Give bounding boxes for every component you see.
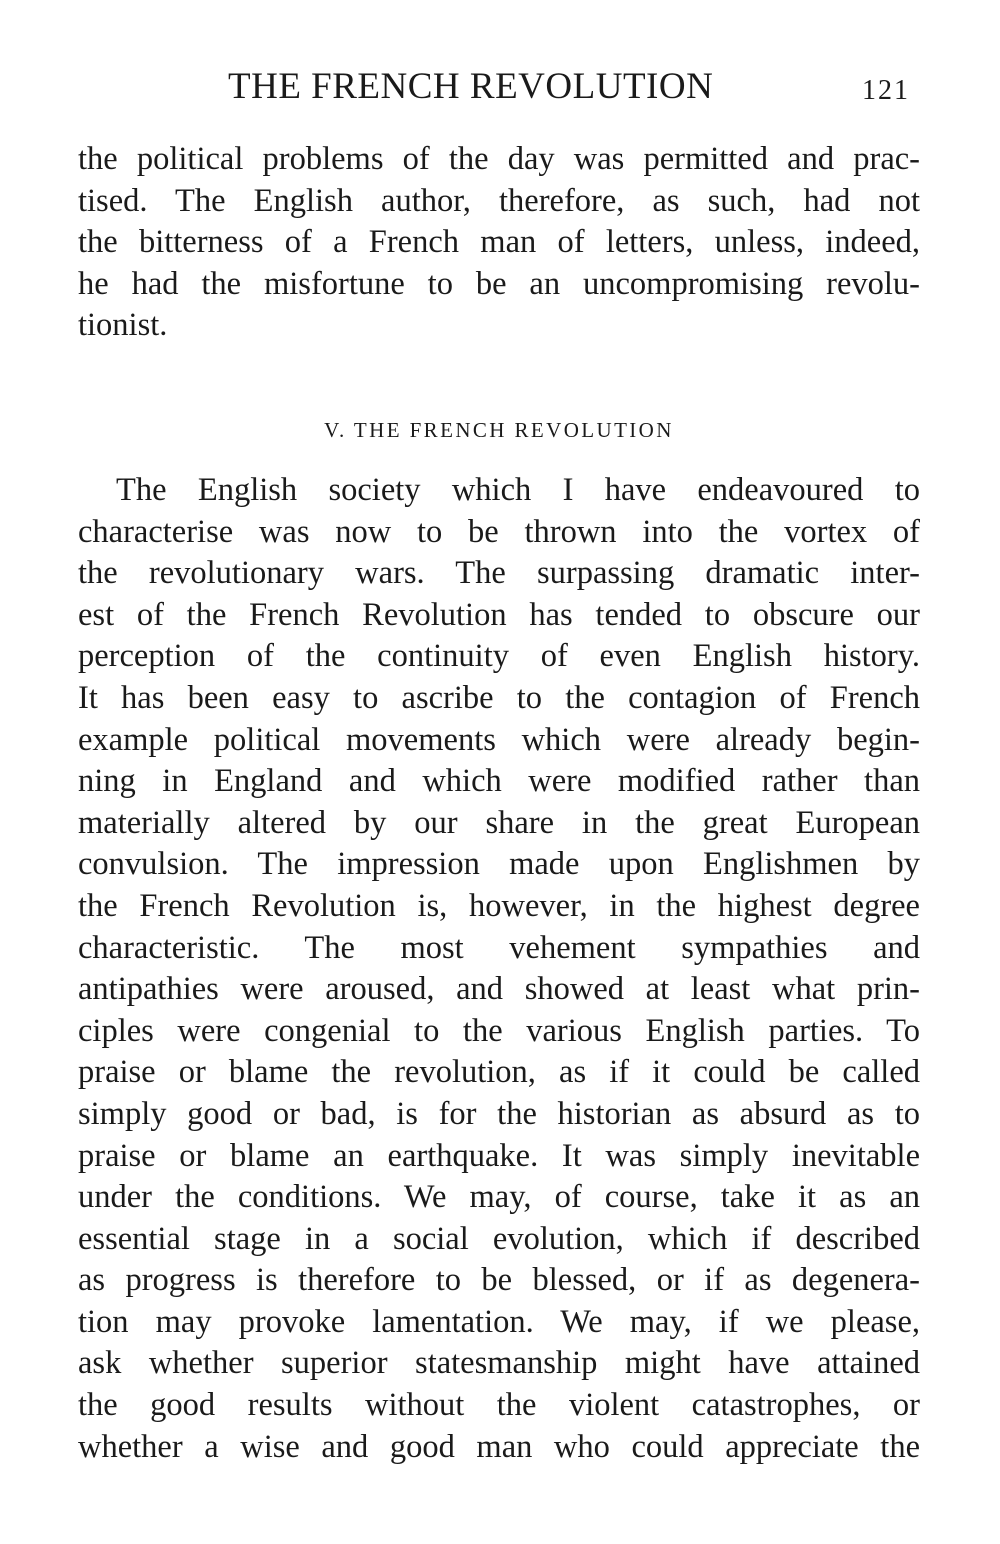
text-line: antipathies were aroused, and showed at least what prin-	[78, 971, 920, 1008]
text-line: convulsion. The impression made upon Englishmen by	[78, 846, 920, 883]
text-line: tionist.	[78, 307, 168, 344]
text-line: It has been easy to ascribe to the contagion of French	[78, 679, 920, 716]
page-number: 121	[862, 75, 910, 106]
text-line: perception of the continuity of even English history.	[78, 638, 920, 675]
text-line: the good results without the violent catastrophes, or	[78, 1387, 920, 1424]
text-line: tised. The English author, therefore, as such, had not	[78, 182, 920, 219]
text-line: est of the French Revolution has tended to obscure our	[78, 596, 920, 633]
text-line: simply good or bad, is for the historian as absurd as to	[78, 1095, 920, 1132]
text-line: tion may provoke lamentation. We may, if we please,	[78, 1303, 920, 1340]
text-line: he had the misfortune to be an uncompromising revolu-	[78, 265, 920, 302]
text-line: as progress is therefore to be blessed, or if as degenera-	[78, 1262, 920, 1299]
text-line: The English society which I have endeavoured to	[116, 472, 920, 508]
text-line: materially altered by our share in the great European	[78, 804, 920, 841]
text-line: ning in England and which were modified rather than	[78, 763, 920, 800]
text-line: ciples were congenial to the various English parties. To	[78, 1012, 920, 1049]
section-paragraph	[78, 470, 920, 1468]
text-line: characterise was now to be thrown into the vortex of	[78, 513, 920, 550]
section-heading: V. THE FRENCH REVOLUTION	[324, 418, 674, 442]
text-line: praise or blame an earthquake. It was simply inevitable	[78, 1137, 920, 1174]
text-line: whether a wise and good man who could appreciate the	[78, 1428, 920, 1465]
text-line: ask whether superior statesmanship might have attained	[78, 1345, 920, 1382]
text-line: the revolutionary wars. The surpassing dramatic inter-	[78, 555, 920, 592]
text-line: under the conditions. We may, of course, take it as an	[78, 1179, 920, 1216]
text-line: the political problems of the day was permitted and prac-	[78, 141, 920, 177]
text-line: praise or blame the revolution, as if it could be called	[78, 1054, 920, 1091]
text-line: the bitterness of a French man of letters, unless, indeed,	[78, 224, 920, 261]
text-line: characteristic. The most vehement sympathies and	[78, 929, 920, 966]
text-line: example political movements which were already begin-	[78, 721, 920, 758]
running-head	[78, 62, 920, 112]
text-line: essential stage in a social evolution, which if described	[78, 1220, 920, 1257]
text-line: the French Revolution is, however, in the highest degree	[78, 887, 920, 924]
running-title: THE FRENCH REVOLUTION	[228, 66, 714, 107]
paragraph-continued	[78, 139, 920, 347]
